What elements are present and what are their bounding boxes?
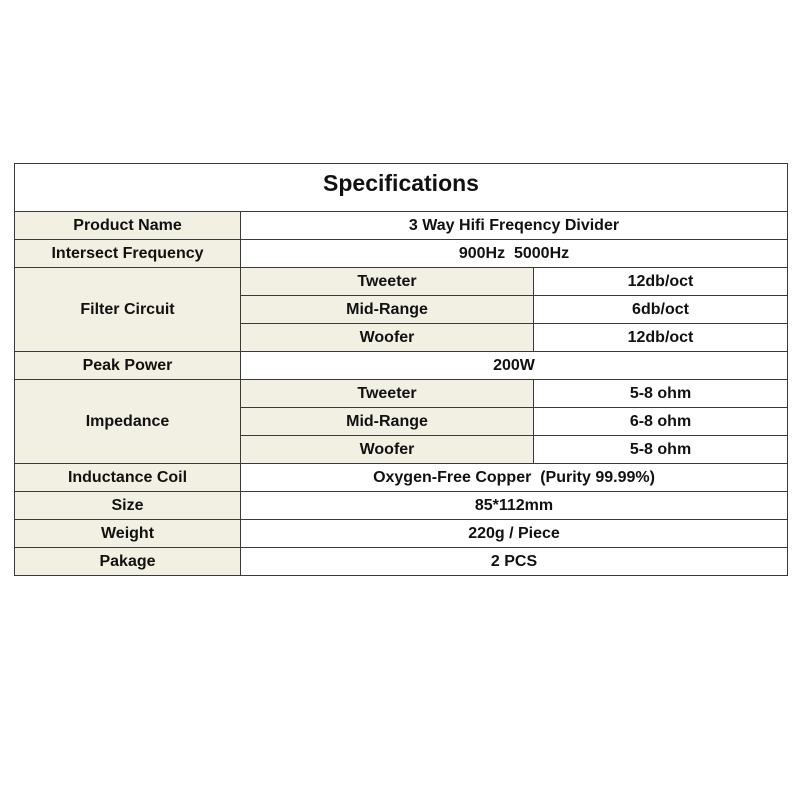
- filter-circuit-item-value: 12db/oct: [534, 324, 788, 352]
- table-row: [15, 268, 788, 296]
- product-name-label: Product Name: [15, 212, 241, 240]
- impedance-item-name: Woofer: [241, 436, 534, 464]
- impedance-label: Impedance: [15, 380, 241, 464]
- table-row: [15, 380, 788, 408]
- weight-value: 220g / Piece: [241, 520, 788, 548]
- filter-circuit-item-value: 6db/oct: [534, 296, 788, 324]
- inductance-coil-value: Oxygen-Free Copper (Purity 99.99%): [241, 464, 788, 492]
- package-value: 2 PCS: [241, 548, 788, 576]
- filter-circuit-item-name: Tweeter: [241, 268, 534, 296]
- filter-circuit-item-name: Mid-Range: [241, 296, 534, 324]
- impedance-item-value: 5-8 ohm: [534, 380, 788, 408]
- impedance-item-name: Mid-Range: [241, 408, 534, 436]
- product-name-value: 3 Way Hifi Freqency Divider: [241, 212, 788, 240]
- filter-circuit-item-value: 12db/oct: [534, 268, 788, 296]
- peak-power-value: 200W: [241, 352, 788, 380]
- peak-power-label: Peak Power: [15, 352, 241, 380]
- size-value: 85*112mm: [241, 492, 788, 520]
- specifications-table: [14, 163, 788, 576]
- impedance-item-name: Tweeter: [241, 380, 534, 408]
- package-label: Pakage: [15, 548, 241, 576]
- size-label: Size: [15, 492, 241, 520]
- filter-circuit-label: Filter Circuit: [15, 268, 241, 352]
- table-row: [15, 492, 788, 520]
- title-row: [15, 164, 788, 203]
- table-row: [15, 212, 788, 240]
- impedance-item-value: 5-8 ohm: [534, 436, 788, 464]
- impedance-item-value: 6-8 ohm: [534, 408, 788, 436]
- table-row: [15, 352, 788, 380]
- title-spacer: [15, 202, 788, 212]
- table-row: [15, 520, 788, 548]
- intersect-frequency-label: Intersect Frequency: [15, 240, 241, 268]
- table-title: Specifications: [15, 164, 788, 203]
- inductance-coil-label: Inductance Coil: [15, 464, 241, 492]
- table-row: [15, 548, 788, 576]
- spacer-row: [15, 202, 788, 212]
- table-row: [15, 464, 788, 492]
- weight-label: Weight: [15, 520, 241, 548]
- intersect-frequency-value: 900Hz 5000Hz: [241, 240, 788, 268]
- filter-circuit-item-name: Woofer: [241, 324, 534, 352]
- table-row: [15, 240, 788, 268]
